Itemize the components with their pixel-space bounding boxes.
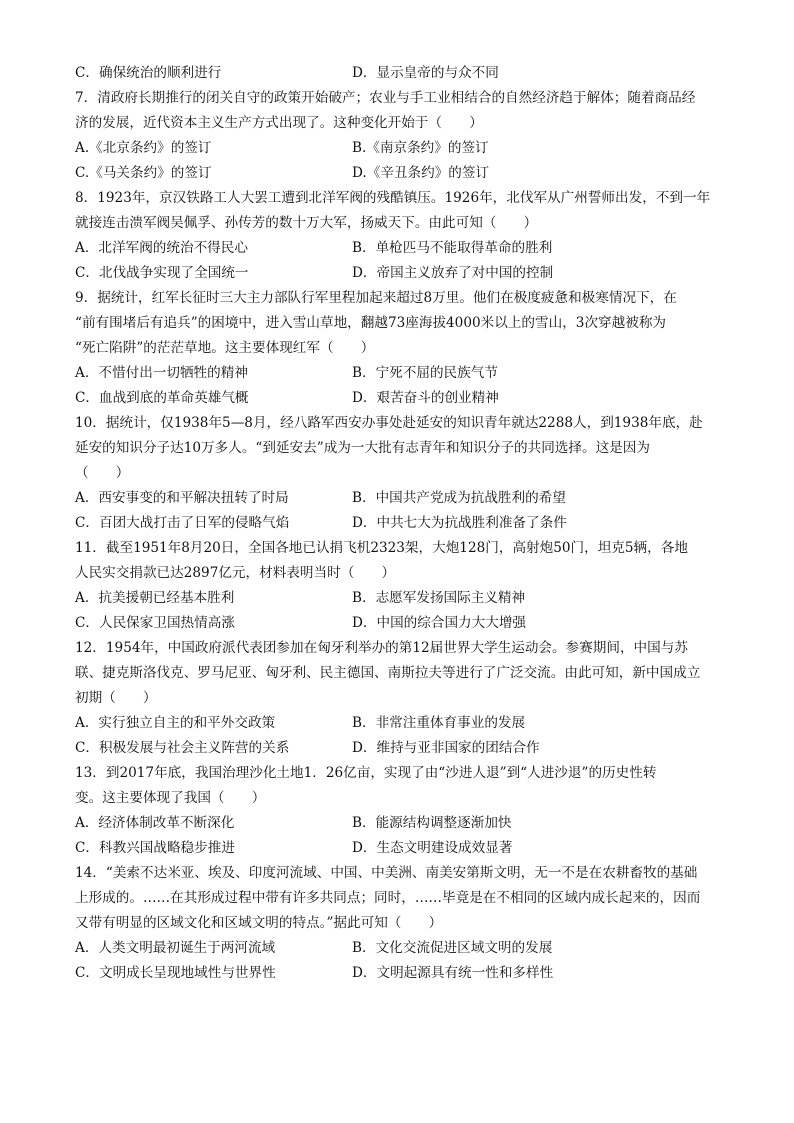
q8-option-d[interactable]: D．帝国主义放弃了对中国的控制 <box>352 265 554 281</box>
q6-option-c[interactable]: C．确保统治的顺利进行 <box>75 65 222 81</box>
q9-option-a[interactable]: A．不惜付出一切牺牲的精神 <box>75 365 248 381</box>
q11-option-d[interactable]: D．中国的综合国力大大增强 <box>352 615 527 631</box>
q9-options-ab <box>75 361 725 386</box>
q14-stem-line-1: 14．“美索不达米亚、埃及、印度河流域、中国、中美洲、南美安第斯文明，无一不是在农耕畜牧的基础 <box>75 865 698 881</box>
q7-options-cd <box>75 161 725 186</box>
q14-option-d[interactable]: D．文明起源具有统一性和多样性 <box>352 965 554 981</box>
q11-option-c[interactable]: C．人民保家卫国热情高涨 <box>75 615 235 631</box>
q11-options-cd <box>75 611 725 636</box>
q10-options-cd <box>75 511 725 536</box>
q12-options-ab <box>75 711 725 736</box>
q7-option-c[interactable]: C.《马关条约》的签订 <box>75 165 212 181</box>
q11-option-b[interactable]: B．志愿军发扬国际主义精神 <box>352 590 526 606</box>
q13-stem-line-2: 变。这主要体现了我国（ ） <box>75 790 266 806</box>
q13-option-d[interactable]: D．生态文明建设成效显著 <box>352 840 513 856</box>
q8-options-cd <box>75 261 725 286</box>
q7-option-b[interactable]: B.《南京条约》的签订 <box>352 140 489 156</box>
q10-option-a[interactable]: A．西安事变的和平解决扭转了时局 <box>75 490 289 506</box>
q10-option-b[interactable]: B．中国共产党成为抗战胜利的希望 <box>352 490 566 506</box>
q8-options-ab <box>75 236 725 261</box>
q12-stem-line-2: 联、捷克斯洛伐克、罗马尼亚、匈牙利、民主德国、南斯拉夫等进行了广泛交流。由此可知，新中国成立 <box>75 665 701 681</box>
q11-option-a[interactable]: A．抗美援朝已经基本胜利 <box>75 590 235 606</box>
q13-options-ab <box>75 811 725 836</box>
q8-stem-line-1: 8．1923年，京汉铁路工人大罢工遭到北洋军阀的残酷镇压。1926年，北伐军从广州誓师出发，不到一年 <box>75 190 711 206</box>
q12-stem-line-1: 12．1954年，中国政府派代表团参加在匈牙利举办的第12届世界大学生运动会。参赛期间，中国与苏 <box>75 640 688 656</box>
q13-options-cd <box>75 836 725 861</box>
q14-option-b[interactable]: B．文化交流促进区域文明的发展 <box>352 940 553 956</box>
q8-option-a[interactable]: A．北洋军阀的统治不得民心 <box>75 240 248 256</box>
q13-stem-line-1: 13．到2017年底，我国治理沙化土地1．26亿亩，实现了由“沙进人退”到“人进沙退”的历史性转 <box>75 765 657 781</box>
q11-stem-line-1: 11．截至1951年8月20日，全国各地已认捐飞机2323架，大炮128门，高射炮50门，坦克5辆，各地 <box>75 540 688 556</box>
q9-stem-line-1: 9．据统计，红军长征时三大主力部队行军里程加起来超过8万里。他们在极度疲惫和极寒情况下，在 <box>75 290 677 306</box>
q6-option-d[interactable]: D．显示皇帝的与众不同 <box>352 65 499 81</box>
q6-options-cd <box>75 61 725 86</box>
q14-option-a[interactable]: A．人类文明最初诞生于两河流域 <box>75 940 276 956</box>
q12-option-a[interactable]: A．实行独立自主的和平外交政策 <box>75 715 276 731</box>
q10-options-ab <box>75 486 725 511</box>
q14-stem-line-3: 又带有明显的区域文化和区域文明的特点。”据此可知（ ） <box>75 915 443 931</box>
q12-option-d[interactable]: D．维持与亚非国家的团结合作 <box>352 740 540 756</box>
q7-option-d[interactable]: D.《辛丑条约》的签订 <box>352 165 490 181</box>
q11-options-ab <box>75 586 725 611</box>
q9-stem-line-2: “前有围堵后有追兵”的困境中，进入雪山草地，翻越73座海拔4000米以上的雪山，3次穿越被称为 <box>75 315 666 331</box>
q10-stem-line-1: 10．据统计，仅1938年5—8月，经八路军西安办事处赴延安的知识青年就达2288人，到1938年底，赴 <box>75 415 703 431</box>
q8-option-b[interactable]: B．单枪匹马不能取得革命的胜利 <box>352 240 553 256</box>
q9-stem-line-3: “死亡陷阱”的茫茫草地。这主要体现红军（ ） <box>75 340 375 356</box>
q14-option-c[interactable]: C．文明成长呈现地域性与世界性 <box>75 965 276 981</box>
q13-option-c[interactable]: C．科教兴国战略稳步推进 <box>75 840 235 856</box>
q14-stem-line-2: 上形成的。……在其形成过程中带有许多共同点；同时，……毕竟是在不相同的区域内成长起来的，因而 <box>75 890 701 906</box>
q12-option-c[interactable]: C．积极发展与社会主义阵营的关系 <box>75 740 290 756</box>
q9-options-cd <box>75 386 725 411</box>
q10-option-c[interactable]: C．百团大战打击了日军的侵略气焰 <box>75 515 290 531</box>
q7-stem-line-2: 济的发展，近代资本主义生产方式出现了。这种变化开始于（ ） <box>75 115 483 131</box>
q11-stem-line-2: 人民实交捐款已达2897亿元，材料表明当时（ ） <box>75 565 396 581</box>
q8-option-c[interactable]: C．北伐战争实现了全国统一 <box>75 265 249 281</box>
q9-option-c[interactable]: C．血战到底的革命英雄气概 <box>75 390 249 406</box>
q7-stem-line-1: 7．清政府长期推行的闭关自守的政策开始破产；农业与手工业相结合的自然经济趋于解体；随着商品经 <box>75 90 696 106</box>
q10-stem-line-2: 延安的知识分子达10万多人。“到延安去”成为一大批有志青年和知识分子的共同选择。这是因为 <box>75 440 650 456</box>
q14-options-cd <box>75 961 725 986</box>
q13-option-b[interactable]: B．能源结构调整逐渐加快 <box>352 815 512 831</box>
q12-stem-line-3: 初期（ ） <box>75 690 157 706</box>
q12-option-b[interactable]: B．非常注重体育事业的发展 <box>352 715 526 731</box>
q14-options-ab <box>75 936 725 961</box>
q8-stem-line-2: 就接连击溃军阀吴佩孚、孙传芳的数十万大军，扬威天下。由此可知（ ） <box>75 215 538 231</box>
q12-options-cd <box>75 736 725 761</box>
q9-option-d[interactable]: D．艰苦奋斗的创业精神 <box>352 390 499 406</box>
q10-option-d[interactable]: D．中共七大为抗战胜利准备了条件 <box>352 515 567 531</box>
q7-options-ab <box>75 136 725 161</box>
q13-option-a[interactable]: A．经济体制改革不断深化 <box>75 815 235 831</box>
q10-stem-line-3: （ ） <box>75 465 130 481</box>
q9-option-b[interactable]: B．宁死不屈的民族气节 <box>352 365 498 381</box>
q7-option-a[interactable]: A.《北京条约》的签订 <box>75 140 212 156</box>
